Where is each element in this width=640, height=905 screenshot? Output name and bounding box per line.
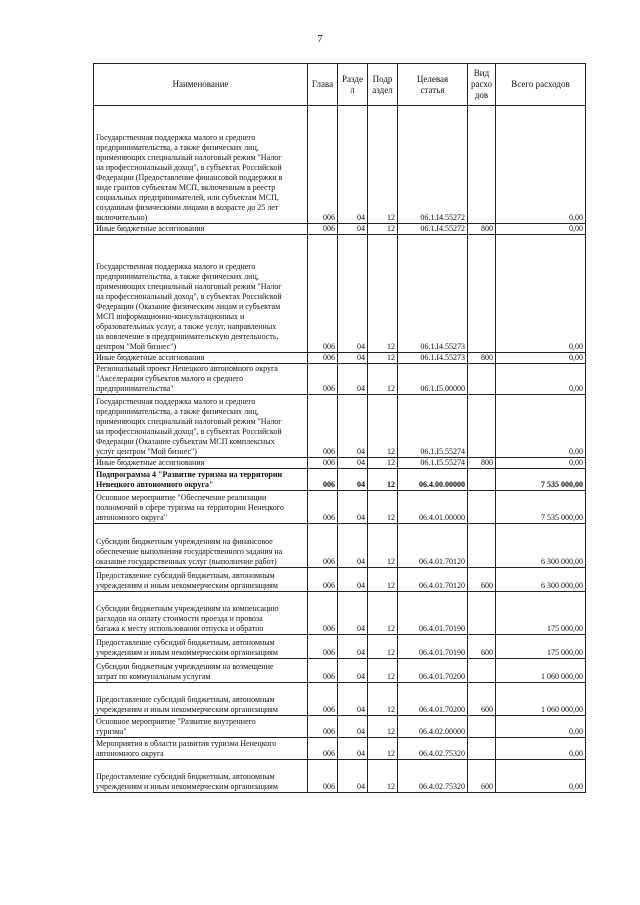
row-target-article: 06.1.I4.55272 [398, 224, 468, 235]
row-chapter: 006 [308, 524, 338, 568]
row-target-article: 06.4.01.70190 [398, 635, 468, 659]
row-chapter: 006 [308, 659, 338, 683]
row-expense-type [468, 659, 496, 683]
row-name: Субсидии бюджетным учреждениям на компенсацию расходов на оплату стоимости проезда и провоза багажа к месту использования отпуска и обратно [94, 592, 308, 635]
row-chapter: 006 [308, 592, 338, 635]
row-expense-type: 600 [468, 568, 496, 592]
row-subsection: 12 [368, 469, 398, 491]
row-section: 04 [338, 353, 368, 364]
header-target-article: Целевая статья [398, 64, 468, 106]
row-subsection: 12 [368, 659, 398, 683]
row-name: Иные бюджетные ассигнования [94, 353, 308, 364]
table-header-row [94, 64, 586, 106]
row-target-article: 06.1.I5.55274 [398, 395, 468, 458]
row-subsection: 12 [368, 738, 398, 760]
table-row [94, 491, 586, 524]
header-chapter: Глава [308, 64, 338, 106]
row-subsection: 12 [368, 760, 398, 793]
row-subsection: 12 [368, 524, 398, 568]
row-target-article: 06.4.01.70200 [398, 683, 468, 716]
row-subsection: 12 [368, 458, 398, 469]
row-total: 7 535 000,00 [496, 469, 586, 491]
row-section: 04 [338, 738, 368, 760]
row-subsection: 12 [368, 395, 398, 458]
row-target-article: 06.4.01.70190 [398, 592, 468, 635]
row-section: 04 [338, 395, 368, 458]
row-target-article: 06.4.02.00000 [398, 716, 468, 738]
row-chapter: 006 [308, 353, 338, 364]
table-row [94, 364, 586, 395]
row-name: Субсидии бюджетным учреждениям на финансовое обеспечение выполнения государственного задания на оказание государственных услуг (выполнение работ) [94, 524, 308, 568]
header-section: Разде л [338, 64, 368, 106]
row-expense-type: 800 [468, 458, 496, 469]
row-total: 1 060 000,00 [496, 659, 586, 683]
row-target-article: 06.4.02.75320 [398, 738, 468, 760]
row-target-article: 06.1.I4.55273 [398, 353, 468, 364]
row-expense-type: 600 [468, 635, 496, 659]
row-name: Основное мероприятие "Развитие внутреннего туризма" [94, 716, 308, 738]
row-total: 175 000,00 [496, 592, 586, 635]
table-row [94, 458, 586, 469]
header-subsection: Подр аздел [368, 64, 398, 106]
row-section: 04 [338, 760, 368, 793]
table-row [94, 760, 586, 793]
table-row [94, 635, 586, 659]
row-chapter: 006 [308, 568, 338, 592]
row-expense-type: 800 [468, 353, 496, 364]
row-expense-type: 800 [468, 224, 496, 235]
row-chapter: 006 [308, 635, 338, 659]
row-total: 0,00 [496, 235, 586, 353]
row-subsection: 12 [368, 235, 398, 353]
row-expense-type: 600 [468, 683, 496, 716]
row-target-article: 06.4.01.70120 [398, 568, 468, 592]
row-section: 04 [338, 469, 368, 491]
row-section: 04 [338, 458, 368, 469]
table-row [94, 469, 586, 491]
row-section: 04 [338, 716, 368, 738]
row-section: 04 [338, 106, 368, 224]
table-row [94, 224, 586, 235]
row-total: 175 000,00 [496, 635, 586, 659]
row-chapter: 006 [308, 491, 338, 524]
table-row [94, 592, 586, 635]
row-chapter: 006 [308, 716, 338, 738]
row-chapter: 006 [308, 458, 338, 469]
row-target-article: 06.4.01.00000 [398, 491, 468, 524]
row-name: Государственная поддержка малого и среднего предпринимательства, а также физических лиц, применяющих специальный налоговый режим "Налог на профессиональный доход", в субъектах Российской Федерации (Предоставление финансовой поддержки в виде грантов субъектам МСП, включенным в реестр социальных предпринимателей, или субъектам МСП, созданным физическими лицами в возрасте до 25 лет включительно) [94, 106, 308, 224]
row-expense-type [468, 716, 496, 738]
row-name: Подпрограмма 4 "Развитие туризма на территории Ненецкого автономного округа" [94, 469, 308, 491]
row-total: 0,00 [496, 458, 586, 469]
table-row [94, 395, 586, 458]
row-total: 0,00 [496, 760, 586, 793]
row-name: Предоставление субсидий бюджетным, автономным учреждениям и иным некоммерческим организациям [94, 568, 308, 592]
header-total: Всего расходов [496, 64, 586, 106]
row-subsection: 12 [368, 716, 398, 738]
row-expense-type [468, 106, 496, 224]
row-subsection: 12 [368, 106, 398, 224]
row-name: Основное мероприятие "Обеспечение реализации полномочий в сфере туризма на территории Ненецкого автономного округа" [94, 491, 308, 524]
row-name: Предоставление субсидий бюджетным, автономным учреждениям и иным некоммерческим организациям [94, 635, 308, 659]
row-expense-type [468, 738, 496, 760]
table-row [94, 235, 586, 353]
row-total: 0,00 [496, 364, 586, 395]
row-name: Иные бюджетные ассигнования [94, 458, 308, 469]
row-chapter: 006 [308, 760, 338, 793]
row-section: 04 [338, 683, 368, 716]
row-chapter: 006 [308, 469, 338, 491]
row-target-article: 06.4.01.70200 [398, 659, 468, 683]
row-expense-type [468, 364, 496, 395]
row-section: 04 [338, 235, 368, 353]
row-chapter: 006 [308, 683, 338, 716]
table-row [94, 683, 586, 716]
row-name: Иные бюджетные ассигнования [94, 224, 308, 235]
row-subsection: 12 [368, 635, 398, 659]
row-section: 04 [338, 568, 368, 592]
row-target-article: 06.1.I5.00000 [398, 364, 468, 395]
row-chapter: 006 [308, 395, 338, 458]
row-subsection: 12 [368, 592, 398, 635]
row-section: 04 [338, 224, 368, 235]
row-total: 0,00 [496, 224, 586, 235]
row-chapter: 006 [308, 235, 338, 353]
row-subsection: 12 [368, 224, 398, 235]
row-chapter: 006 [308, 738, 338, 760]
row-section: 04 [338, 635, 368, 659]
row-total: 0,00 [496, 738, 586, 760]
row-expense-type: 600 [468, 760, 496, 793]
table-row [94, 568, 586, 592]
row-expense-type [468, 592, 496, 635]
row-total: 0,00 [496, 353, 586, 364]
row-expense-type [468, 395, 496, 458]
row-section: 04 [338, 592, 368, 635]
row-chapter: 006 [308, 224, 338, 235]
row-target-article: 06.1.I4.55272 [398, 106, 468, 224]
row-total: 0,00 [496, 395, 586, 458]
row-total: 6 300 000,00 [496, 524, 586, 568]
row-expense-type [468, 235, 496, 353]
row-subsection: 12 [368, 568, 398, 592]
table-row [94, 353, 586, 364]
row-expense-type [468, 491, 496, 524]
row-name: Региональный проект Ненецкого автономного округа "Акселерация субъектов малого и среднего предпринимательства" [94, 364, 308, 395]
row-total: 1 060 000,00 [496, 683, 586, 716]
budget-table [93, 63, 586, 793]
row-target-article: 06.1.I4.55273 [398, 235, 468, 353]
row-total: 7 535 000,00 [496, 491, 586, 524]
row-total: 6 300 000,00 [496, 568, 586, 592]
header-name: Наименование [94, 64, 308, 106]
table-row [94, 738, 586, 760]
row-expense-type [468, 524, 496, 568]
header-expense-type: Вид расхо дов [468, 64, 496, 106]
row-section: 04 [338, 364, 368, 395]
row-chapter: 006 [308, 364, 338, 395]
row-name: Государственная поддержка малого и среднего предпринимательства, а также физических лиц, применяющих специальный налоговый режим "Налог на профессиональный доход", в субъектах Российской Федерации (Оказание субъектам МСП комплексных услуг центром "Мой бизнес") [94, 395, 308, 458]
table-row [94, 659, 586, 683]
row-target-article: 06.4.01.70120 [398, 524, 468, 568]
row-section: 04 [338, 491, 368, 524]
table-row [94, 106, 586, 224]
row-name: Предоставление субсидий бюджетным, автономным учреждениям и иным некоммерческим организациям [94, 683, 308, 716]
row-subsection: 12 [368, 353, 398, 364]
table-row [94, 716, 586, 738]
row-section: 04 [338, 659, 368, 683]
row-expense-type [468, 469, 496, 491]
row-name: Мероприятия в области развития туризма Ненецкого автономного округа [94, 738, 308, 760]
row-name: Предоставление субсидий бюджетным, автономным учреждениям и иным некоммерческим организациям [94, 760, 308, 793]
row-section: 04 [338, 524, 368, 568]
row-name: Государственная поддержка малого и среднего предпринимательства, а также физических лиц, применяющих специальный налоговый режим "Налог на профессиональный доход", в субъектах Российской Федерации (Оказание физическим лицам и субъектам МСП информационно-консультационных и образовательных услуг, а также услуг, направленных на вовлечение в предпринимательскую деятельность, центром "Мой бизнес") [94, 235, 308, 353]
table-row [94, 524, 586, 568]
row-target-article: 06.4.02.75320 [398, 760, 468, 793]
row-target-article: 06.4.00.00000 [398, 469, 468, 491]
row-name: Субсидии бюджетным учреждениям на возмещение затрат по коммунальным услугам [94, 659, 308, 683]
row-subsection: 12 [368, 364, 398, 395]
row-target-article: 06.1.I5.55274 [398, 458, 468, 469]
row-total: 0,00 [496, 716, 586, 738]
row-subsection: 12 [368, 683, 398, 716]
row-subsection: 12 [368, 491, 398, 524]
page-number: 7 [317, 33, 323, 45]
row-chapter: 006 [308, 106, 338, 224]
row-total: 0,00 [496, 106, 586, 224]
